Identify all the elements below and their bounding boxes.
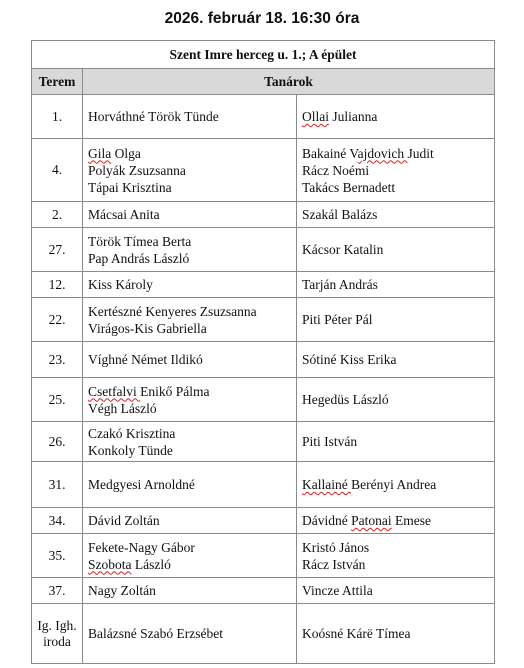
- room-number: 26.: [32, 422, 83, 462]
- room-number: 31.: [32, 462, 83, 508]
- teacher-name: Balázsné Szabó Erzsébet: [88, 626, 223, 641]
- room-number: 25.: [32, 378, 83, 422]
- teacher-cell-second: [297, 228, 495, 272]
- table-row: [32, 228, 495, 272]
- table-row: [32, 462, 495, 508]
- teacher-cell-first: [83, 462, 297, 508]
- teacher-name: Vincze Attila: [302, 583, 373, 598]
- teacher-cell-first: [83, 202, 297, 228]
- teacher-cell-second: [297, 378, 495, 422]
- teacher-name: Kácsor Katalin: [302, 242, 384, 257]
- teacher-name: Szobota László: [88, 556, 171, 572]
- teacher-cell-second: [297, 462, 495, 508]
- teacher-cell-first: [83, 228, 297, 272]
- teacher-name: Sótiné Kiss Erika: [302, 352, 397, 367]
- table-row: [32, 272, 495, 298]
- teacher-cell-second: [297, 298, 495, 342]
- room-number: 23.: [32, 342, 83, 378]
- page-title: 2026. február 18. 16:30 óra: [164, 10, 360, 27]
- teacher-name: Fekete-Nagy Gábor: [88, 539, 195, 555]
- teacher-cell-second: [297, 202, 495, 228]
- table-row: [32, 342, 495, 378]
- building-row: [32, 41, 495, 69]
- teacher-name: Kertészné Kenyeres Zsuzsanna: [88, 303, 257, 319]
- teacher-name: Takács Bernadett: [302, 179, 396, 195]
- teacher-cell-second: [297, 508, 495, 534]
- teacher-cell-first: [83, 422, 297, 462]
- teacher-name: Koósné Kárë Tímea: [302, 626, 411, 641]
- teacher-name: Török Tímea Berta: [88, 233, 192, 249]
- teacher-name: Konkoly Tünde: [88, 442, 173, 458]
- teacher-cell-second: [297, 272, 495, 298]
- teacher-name: Rácz István: [302, 556, 366, 572]
- teacher-name: Medgyesi Arnoldné: [88, 477, 195, 492]
- teacher-cell-first: [83, 342, 297, 378]
- room-number: Ig. Igh. iroda: [32, 604, 83, 664]
- teacher-cell-second: [297, 604, 495, 664]
- teacher-cell-first: [83, 578, 297, 604]
- teacher-cell-second: [297, 534, 495, 578]
- teacher-name: Virágos-Kis Gabriella: [88, 320, 207, 336]
- teacher-name: Czakó Krisztina: [88, 425, 176, 441]
- table-row: [32, 139, 495, 202]
- room-number: 35.: [32, 534, 83, 578]
- teacher-cell-second: [297, 342, 495, 378]
- teacher-name: Dávidné Patonai Emese: [302, 513, 431, 528]
- room-column-header: Terem: [32, 69, 83, 95]
- table-row: [32, 604, 495, 664]
- room-number: 37.: [32, 578, 83, 604]
- teacher-name: Polyák Zsuzsanna: [88, 162, 186, 178]
- teacher-name: Mácsai Anita: [88, 207, 160, 222]
- teacher-name: Horváthné Török Tünde: [88, 109, 219, 124]
- teacher-cell-first: [83, 378, 297, 422]
- teacher-name: Piti István: [302, 434, 358, 449]
- table-body: [32, 95, 495, 664]
- room-number: 12.: [32, 272, 83, 298]
- teacher-name: Kristó János: [302, 539, 370, 555]
- column-header-row: [32, 69, 495, 95]
- table-row: [32, 378, 495, 422]
- teacher-cell-first: [83, 534, 297, 578]
- teacher-name: Víghné Német Ildikó: [88, 352, 203, 367]
- teacher-cell-first: [83, 272, 297, 298]
- teacher-name: Tarján András: [302, 277, 378, 292]
- room-number: 2.: [32, 202, 83, 228]
- room-number: 1.: [32, 95, 83, 139]
- teacher-name: Hegedüs László: [302, 392, 389, 407]
- teacher-name: Szakál Balázs: [302, 207, 378, 222]
- teacher-cell-second: [297, 139, 495, 202]
- building-heading: Szent Imre herceg u. 1.; A épület: [32, 41, 495, 69]
- teacher-name: Csetfalvi Enikő Pálma: [88, 383, 210, 399]
- room-number: 4.: [32, 139, 83, 202]
- table-row: [32, 298, 495, 342]
- table-row: [32, 534, 495, 578]
- teacher-name: Bakainé Vajdovich Judit: [302, 145, 434, 161]
- teacher-name: Végh László: [88, 400, 157, 416]
- teacher-cell-second: [297, 422, 495, 462]
- teacher-cell-second: [297, 95, 495, 139]
- teacher-cell-first: [83, 508, 297, 534]
- teacher-name: Nagy Zoltán: [88, 583, 156, 598]
- teacher-name: Ollai Julianna: [302, 109, 378, 124]
- teacher-name: Kallainé Berényi Andrea: [302, 477, 437, 492]
- teacher-cell-first: [83, 95, 297, 139]
- teacher-name: Tápai Krisztina: [88, 179, 172, 195]
- teacher-name: Kiss Károly: [88, 277, 153, 292]
- room-number: 34.: [32, 508, 83, 534]
- teacher-name: Rácz Noémi: [302, 162, 370, 178]
- teacher-cell-first: [83, 139, 297, 202]
- teacher-cell-first: [83, 604, 297, 664]
- table-row: [32, 95, 495, 139]
- room-number: 27.: [32, 228, 83, 272]
- teacher-name: Gila Olga: [88, 145, 141, 161]
- table-row: [32, 508, 495, 534]
- table-row: [32, 578, 495, 604]
- teacher-name: Dávid Zoltán: [88, 513, 160, 528]
- teachers-column-header: Tanárok: [83, 69, 495, 95]
- table-row: [32, 422, 495, 462]
- teacher-cell-first: [83, 298, 297, 342]
- teacher-name: Piti Péter Pál: [302, 312, 373, 327]
- table-row: [32, 202, 495, 228]
- room-number: 22.: [32, 298, 83, 342]
- teacher-name: Pap András László: [88, 250, 190, 266]
- teacher-cell-second: [297, 578, 495, 604]
- room-assignment-table: [31, 40, 495, 664]
